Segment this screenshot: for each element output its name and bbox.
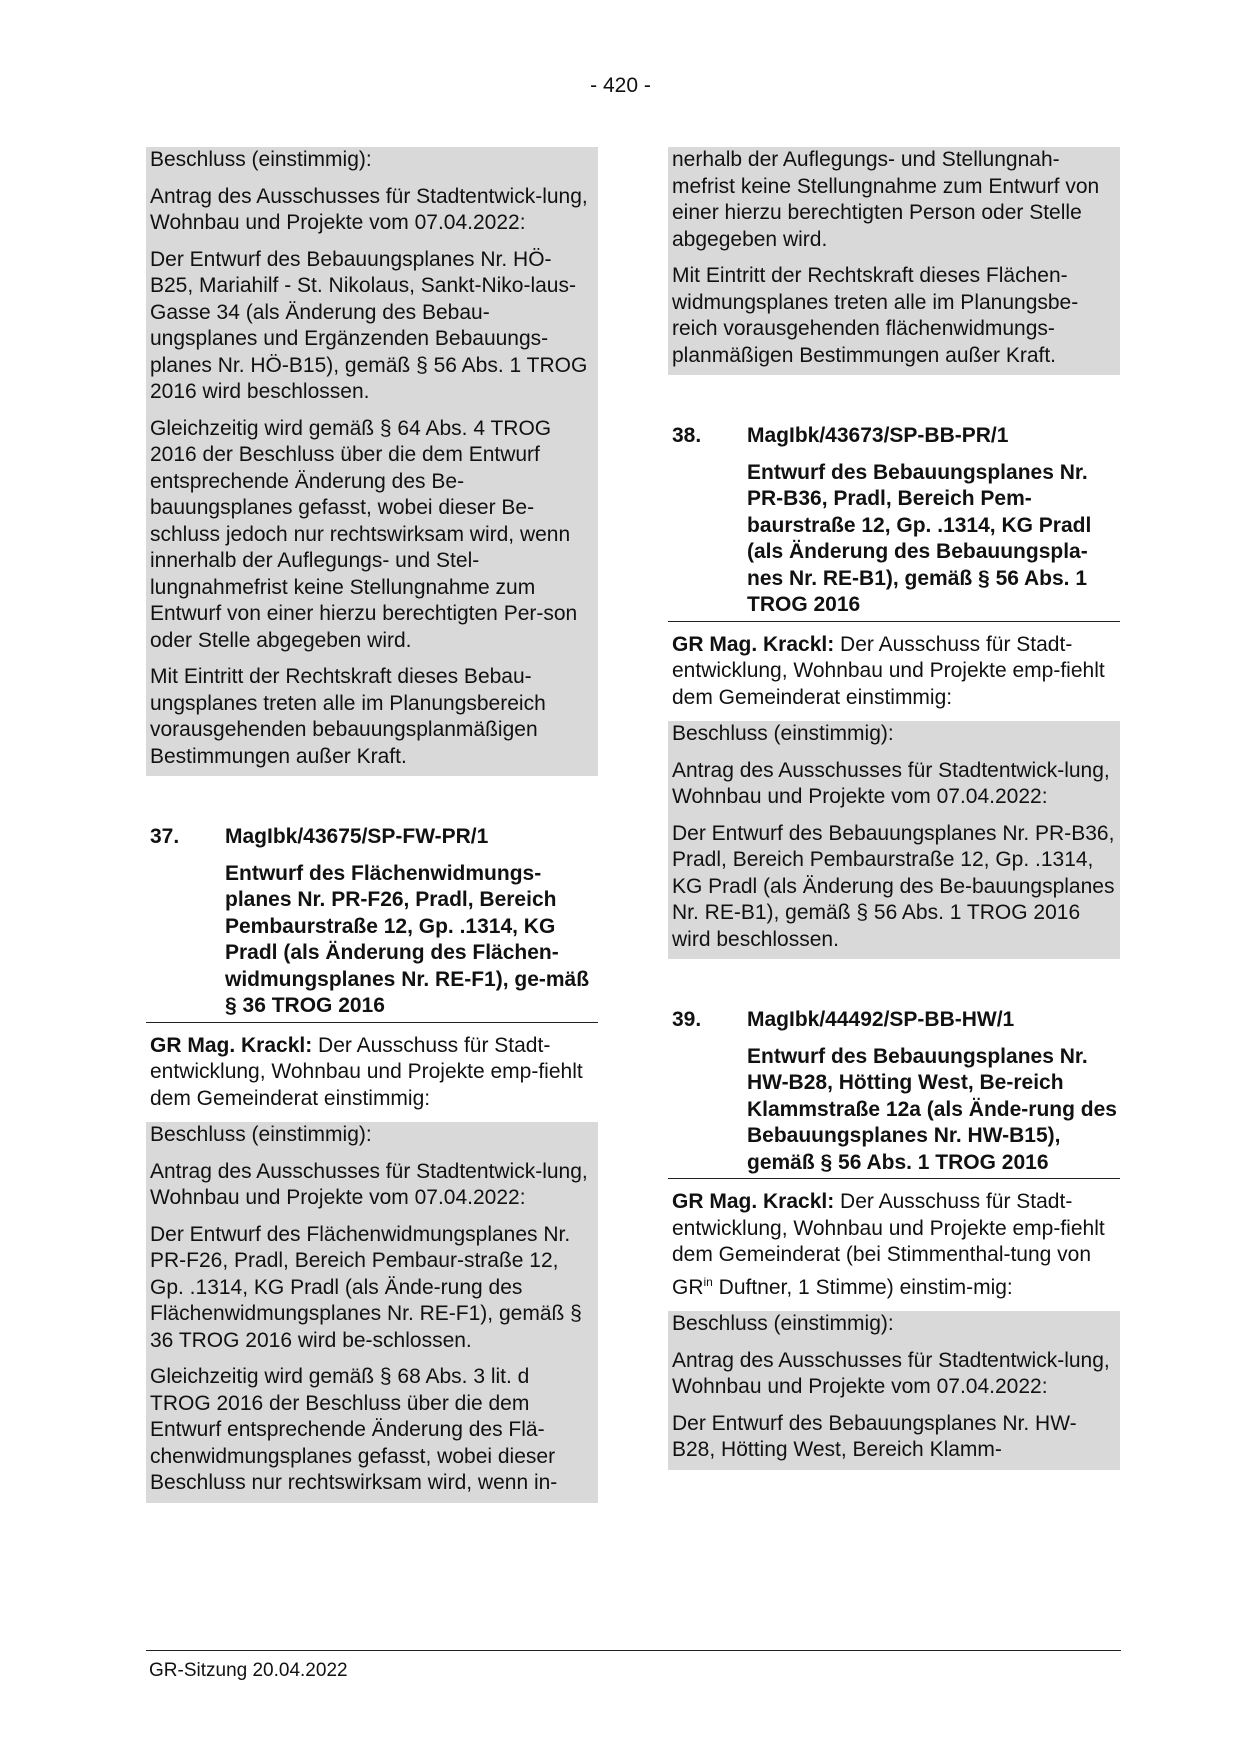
speaker-name: GR Mag. Krackl: [150, 1033, 313, 1057]
footer-divider [146, 1650, 1121, 1651]
speaker-paragraph [668, 632, 1120, 722]
resolution-block [146, 147, 598, 776]
item-number: 37. [150, 825, 180, 848]
item-title: Entwurf des Bebauungsplanes Nr. PR-B36, Pradl, Bereich Pem-baurstraße 12, Gp. .1314, KG Pradl (als Änderung des Bebauungspla-nes Nr. RE-B1), gemäß § 56 Abs. 1 TROG 2016 [747, 460, 1092, 616]
resolution-block [668, 1311, 1120, 1470]
agenda-item-37 [146, 824, 598, 1023]
paragraph: Beschluss (einstimmig): [672, 722, 894, 745]
paragraph: Beschluss (einstimmig): [150, 1123, 372, 1146]
speaker-paragraph [146, 1033, 598, 1123]
left-column [146, 147, 598, 1503]
item-title: Entwurf des Flächenwidmungs-planes Nr. PR-F26, Pradl, Bereich Pembaurstraße 12, Gp. .1314, KG Pradl (als Änderung des Flächen-widmungsplanes Nr. RE-F1), ge-mäß § 36 TROG 2016 [225, 861, 590, 1017]
paragraph: Beschluss (einstimmig): [150, 148, 372, 171]
paragraph: Mit Eintritt der Rechtskraft dieses Bebau-ungsplanes treten alle im Planungsbereich vorausgehenden bebauungsplanmäßigen Bestimmungen außer Kraft. [150, 665, 546, 768]
speaker-paragraph [668, 1189, 1120, 1311]
item-code: MagIbk/44492/SP-BB-HW/1 [747, 1008, 1015, 1031]
item-title: Entwurf des Bebauungsplanes Nr. HW-B28, Hötting West, Be-reich Klammstraße 12a (als Ände-rung des Bebauungsplanes Nr. HW-B15), gemäß § 56 Abs. 1 TROG 2016 [747, 1044, 1117, 1174]
footer-text: GR-Sitzung 20.04.2022 [149, 1660, 348, 1681]
speaker-text: Der Ausschuss für Stadt-entwicklung, Wohnbau und Projekte emp-fiehlt dem Gemeinderat einstimmig: [672, 632, 1105, 709]
agenda-item-39 [668, 1007, 1120, 1179]
paragraph: Antrag des Ausschusses für Stadtentwick-lung, Wohnbau und Projekte vom 07.04.2022: [672, 1348, 1110, 1398]
paragraph: Der Entwurf des Bebauungsplanes Nr. PR-B36, Pradl, Bereich Pembaurstraße 12, Gp. .1314, KG Pradl (als Änderung des Be-bauungsplanes Nr. RE-B1), gemäß § 56 Abs. 1 TROG 2016 wird beschlossen. [672, 821, 1115, 951]
superscript: in [703, 1274, 713, 1289]
paragraph: Der Entwurf des Bebauungsplanes Nr. HÖ-B25, Mariahilf - St. Nikolaus, Sankt-Niko-laus-Gasse 34 (als Änderung des Bebau-ungsplanes und Ergänzenden Bebauungs-planes Nr. HÖ-B15), gemäß § 56 Abs. 1 TROG 2016 wird beschlossen. [150, 247, 588, 403]
paragraph: Antrag des Ausschusses für Stadtentwick-lung, Wohnbau und Projekte vom 07.04.2022: [150, 184, 588, 234]
resolution-block [668, 147, 1120, 375]
right-column [668, 147, 1120, 1470]
resolution-block [668, 721, 1120, 959]
paragraph: Beschluss (einstimmig): [672, 1312, 894, 1335]
paragraph: Antrag des Ausschusses für Stadtentwick-lung, Wohnbau und Projekte vom 07.04.2022: [672, 758, 1110, 808]
paragraph: Antrag des Ausschusses für Stadtentwick-lung, Wohnbau und Projekte vom 07.04.2022: [150, 1159, 588, 1209]
paragraph: Mit Eintritt der Rechtskraft dieses Flächen-widmungsplanes treten alle im Planungsbe-reich vorausgehenden flächenwidmungs-planmäßigen Bestimmungen außer Kraft. [672, 264, 1079, 367]
paragraph: nerhalb der Auflegungs- und Stellungnah-mefrist keine Stellungnahme zum Entwurf von einer hierzu berechtigten Person oder Stelle abgegeben wird. [672, 148, 1100, 251]
paragraph: Gleichzeitig wird gemäß § 68 Abs. 3 lit. d TROG 2016 der Beschluss über die dem Entwurf entsprechende Änderung des Flä-chenwidmungsplanes gefasst, wobei dieser Beschluss nur rechtswirksam wird, wenn in- [150, 1365, 558, 1494]
agenda-item-38 [668, 423, 1120, 622]
resolution-block [146, 1122, 598, 1503]
item-number: 38. [672, 424, 702, 447]
speaker-text: Der Ausschuss für Stadt-entwicklung, Wohnbau und Projekte emp-fiehlt dem Gemeinderat (bei Stimmenthal-tung von GR [672, 1190, 1105, 1299]
paragraph: Der Entwurf des Bebauungsplanes Nr. HW-B28, Hötting West, Bereich Klamm- [672, 1411, 1077, 1461]
paragraph: Gleichzeitig wird gemäß § 64 Abs. 4 TROG 2016 der Beschluss über die dem Entwurf entsprechende Änderung des Be-bauungsplanes gefasst, wobei dieser Be-schluss jedoch nur rechtswirksam wird, wenn innerhalb der Auflegungs- und Stel-lungnahmefrist keine Stellungnahme zum Entwurf von einer hierzu berechtigten Per-son oder Stelle abgegeben wird. [150, 416, 578, 652]
speaker-name: GR Mag. Krackl: [672, 632, 835, 656]
paragraph: Der Entwurf des Flächenwidmungsplanes Nr. PR-F26, Pradl, Bereich Pembaur-straße 12, Gp. .1314, KG Pradl (als Ände-rung des Flächenwidmungsplanes Nr. RE-F1), gemäß § 36 TROG 2016 wird be-schlossen. [150, 1222, 582, 1352]
page-number: - 420 - [590, 74, 651, 97]
item-code: MagIbk/43673/SP-BB-PR/1 [747, 424, 1009, 447]
speaker-text: Der Ausschuss für Stadt-entwicklung, Wohnbau und Projekte emp-fiehlt dem Gemeinderat einstimmig: [150, 1033, 583, 1110]
item-code: MagIbk/43675/SP-FW-PR/1 [225, 825, 489, 848]
speaker-name: GR Mag. Krackl: [672, 1190, 835, 1213]
item-number: 39. [672, 1008, 702, 1031]
speaker-text: Duftner, 1 Stimme) einstim-mig: [712, 1275, 1013, 1299]
